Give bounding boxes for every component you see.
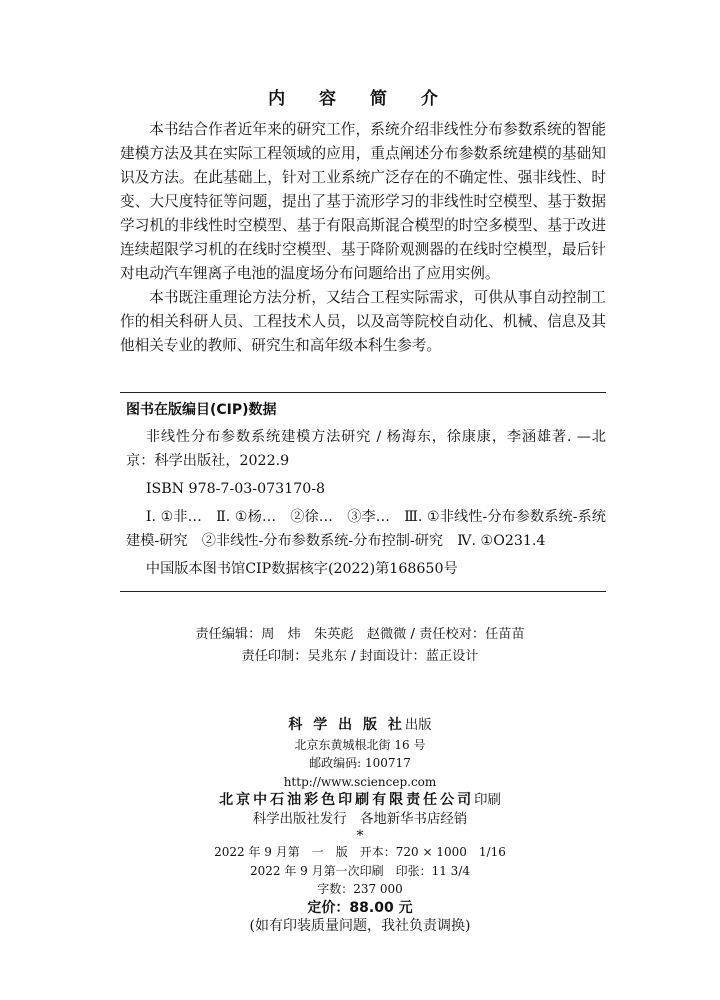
book-summary: [120, 118, 606, 358]
cip-library-number: 中国版本图书馆CIP数据核字(2022)第168650号: [145, 561, 458, 577]
editors-line-2: 责任印制：吴兆东 / 封面设计：蓝正设计: [241, 649, 479, 664]
printer-name: 北京中石油彩色印刷有限责任公司: [219, 792, 475, 808]
distribution-line: 科学出版社发行 各地新华书店经销: [252, 811, 468, 827]
word-count: 字数：237 000: [317, 882, 403, 896]
publisher-line: [0, 716, 720, 736]
quality-note: (如有印装质量问题，我社负责调换): [249, 918, 471, 934]
page-title: 内 容 简 介: [268, 89, 452, 109]
separator-star: *: [356, 828, 364, 844]
cip-record: 非线性分布参数系统建模方法研究 / 杨海东，徐康康，李涵雄著. —北京：科学出版社，2022.9: [126, 429, 606, 469]
publisher-website: http://www.sciencep.com: [283, 774, 437, 789]
price: 定价：88.00 元: [307, 899, 413, 916]
publisher-name: 科 学 出 版 社: [288, 717, 405, 733]
cip-heading: 图书在版编目(CIP)数据: [126, 402, 277, 418]
publisher-address: 北京东黄城根北街 16 号: [294, 737, 426, 752]
printer-line: [0, 791, 720, 811]
summary-paragraph-2: 本书既注重理论方法分析，又结合工程实际需求，可供从事自动控制工作的相关科研人员、工程技术人员，以及高等院校自动化、机械、信息及其他相关专业的教师、研究生和高年级本科生参考。: [120, 289, 606, 354]
publisher-suffix: 出版: [404, 718, 432, 733]
printer-suffix: 印刷: [474, 793, 501, 808]
cip-isbn: ISBN 978-7-03-073170-8: [145, 481, 326, 497]
cip-data-box: [120, 392, 606, 592]
printing-line: 2022 年 9 月第一次印刷 印张：11 3/4: [249, 863, 470, 878]
edition-line: 2022 年 9 月第 一 版 开本：720 × 1000 1/16: [214, 845, 506, 859]
editors-line-1: 责任编辑：周 炜 朱英彪 赵微微 / 责任校对：任苗苗: [195, 627, 525, 642]
cip-classification: Ⅰ. ①非… Ⅱ. ①杨… ②徐… ③李… Ⅲ. ①非线性-分布参数系统-系统建模-研究 ②非线性-分布参数系统-分布控制-研究 Ⅳ. ①O231.4: [126, 509, 606, 549]
imprint-block: [0, 716, 720, 936]
summary-paragraph-1: 本书结合作者近年来的研究工作，系统介绍非线性分布参数系统的智能建模方法及其在实际工程领域的应用，重点阐述分布参数系统建模的基础知识及方法。在此基础上，针对工业系统广泛存在的不确定性、强非线性、时变、大尺度特征等问题，提出了基于流形学习的非线性时空模型、基于数据学习机的非线性时空模型、基于有限高斯混合模型的时空多模型、基于改进连续超限学习机的在线时空模型、基于降阶观测器的在线时空模型，最后针对电动汽车锂离子电池的温度场分布问题给出了应用实例。: [120, 121, 606, 282]
publisher-postcode: 邮政编码: 100717: [309, 756, 411, 770]
